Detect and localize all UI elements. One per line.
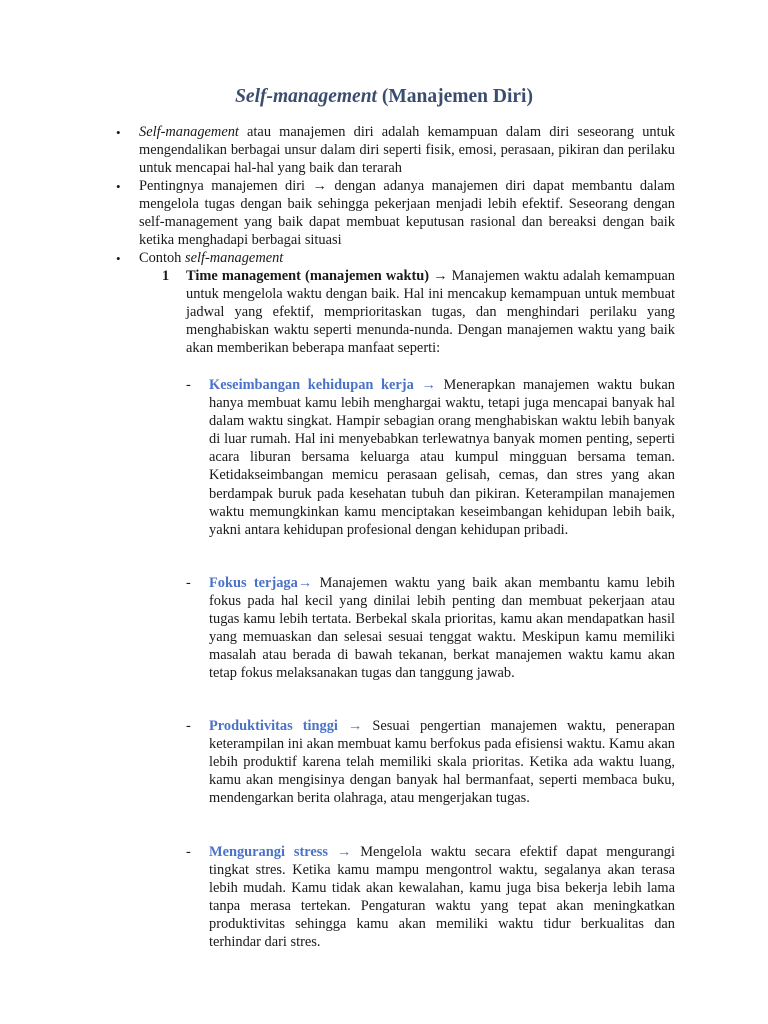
title-rest: (Manajemen Diri) (376, 86, 533, 107)
bullet-icon: • (116, 251, 121, 266)
bullet-text: atau manajemen diri adalah kemampuan dalam diri seseorang untuk mengendalikan berbagai unsur dalam diri seperti fisik, emosi, perasaan, pikiran dan perilaku untuk mencapai hal-hal yang baik dan terarah (139, 124, 675, 177)
dash-marker: - (186, 844, 191, 860)
sub-item-text: Sesuai pengertian manajemen waktu, penerapan keterampilan ini akan membuat kamu berfokus pada efisiensi waktu. Kamu akan lebih produktif karena telah memiliki skala prioritas. Ketika ada waktu luang, kamu akan mengisinya dengan banyak hal bermanfaat, seperti membaca buku, mendengarkan berita olahraga, atau mengerjakan tugas. (209, 718, 675, 807)
page-title (0, 86, 768, 108)
arrow-right-icon: → (297, 575, 313, 591)
dash-marker: - (186, 718, 191, 734)
arrow-right-icon: → (312, 178, 327, 194)
sub-item-stress (186, 843, 675, 952)
arrow-right-icon: → (433, 268, 448, 284)
bullet-italic: self-management (184, 250, 284, 266)
item-number: 1 (162, 268, 170, 284)
bullet-icon: • (116, 179, 121, 194)
bullet-lead: Pentingnya manajemen diri (139, 178, 313, 194)
bullet-item-definition (116, 123, 675, 177)
sub-item-focus (186, 574, 675, 683)
sub-item-text: Mengelola waktu secara efektif dapat mengurangi tingkat stres. Ketika kamu mampu mengontrol waktu, segalanya akan terasa lebih mudah. Kamu tidak akan kewalahan, kamu juga bisa bekerja lebih lama tanpa merasa tertekan. Pengaturan waktu yang tepat akan meningkatkan produktivitas sehingga kamu akan memiliki waktu tidur berkualitas dan terhindar dari stres. (209, 844, 675, 951)
sub-item-text: Manajemen waktu yang baik akan membantu kamu lebih fokus pada hal kecil yang dinilai lebih penting dan membuat pekerjaan atau tugas kamu lebih tertata. Berbekal skala prioritas, kamu akan mendapatkan hasil yang memuaskan dan selesai sesuai tenggat waktu. Meskipun kamu memiliki masalah atau berada di bawah tekanan, berkat manajemen waktu kamu akan tetap fokus melaksanakan tugas dan tanggung jawab. (209, 575, 675, 682)
bullet-icon: • (116, 125, 121, 140)
sub-item-heading: Fokus terjaga (209, 575, 298, 591)
sub-item-heading: Keseimbangan kehidupan kerja (209, 377, 414, 393)
arrow-right-icon: → (347, 718, 363, 734)
bullet-lead: Contoh (139, 250, 185, 266)
bullet-text: dengan adanya manajemen diri dapat membantu dalam mengelola tugas dengan baik sehingga pekerjaan menjadi lebih efektif. Seseorang dengan self-management yang baik dapat membuat keputusan rasional dan bereaksi dengan baik ketika menghadapi berbagai situasi (139, 178, 675, 249)
bullet-lead: Self-management (139, 124, 239, 140)
bullet-item-examples (116, 249, 675, 267)
dash-marker: - (186, 377, 191, 393)
item-text: Manajemen waktu adalah kemampuan untuk mengelola waktu dengan baik. Hal ini mencakup kemampuan untuk membuat jadwal yang efektif, memprioritaskan tugas, dan menghindari perilaku yang menghabiskan waktu seperti menunda-nunda. Dengan manajemen waktu yang baik akan memberikan beberapa manfaat seperti: (186, 268, 675, 357)
sub-item-text: Menerapkan manajemen waktu bukan hanya membuat kamu lebih menghargai waktu, tetapi juga mencapai banyak hal dalam waktu singkat. Hampir sebagian orang menghabiskan waktu lebih banyak di luar rumah. Hal ini menyebabkan terlewatnya banyak momen penting, seperti acara liburan bersama keluarga atau kumpul mingguan bersama teman. Ketidakseimbangan memicu perasaan gelisah, cemas, dan stres yang akan berdampak buruk pada kesehatan tubuh dan pikiran. Keterampilan manajemen waktu memungkinkan kamu menciptakan keseimbangan kehidupan lebih baik, yakni antara kehidupan profesional dengan kehidupan pribadi. (209, 377, 675, 538)
arrow-right-icon: → (421, 377, 436, 393)
bullet-item-importance (116, 177, 675, 249)
sub-item-balance (186, 376, 675, 539)
item-heading: Time management (manajemen waktu) (186, 268, 430, 284)
sub-item-heading: Produktivitas tinggi (209, 718, 338, 734)
dash-marker: - (186, 575, 191, 591)
sub-item-heading: Mengurangi stress (209, 844, 328, 860)
numbered-item-time-management (162, 267, 675, 357)
sub-item-productivity (186, 717, 675, 807)
title-italic: Self-management (235, 86, 377, 107)
arrow-right-icon: → (336, 844, 352, 860)
